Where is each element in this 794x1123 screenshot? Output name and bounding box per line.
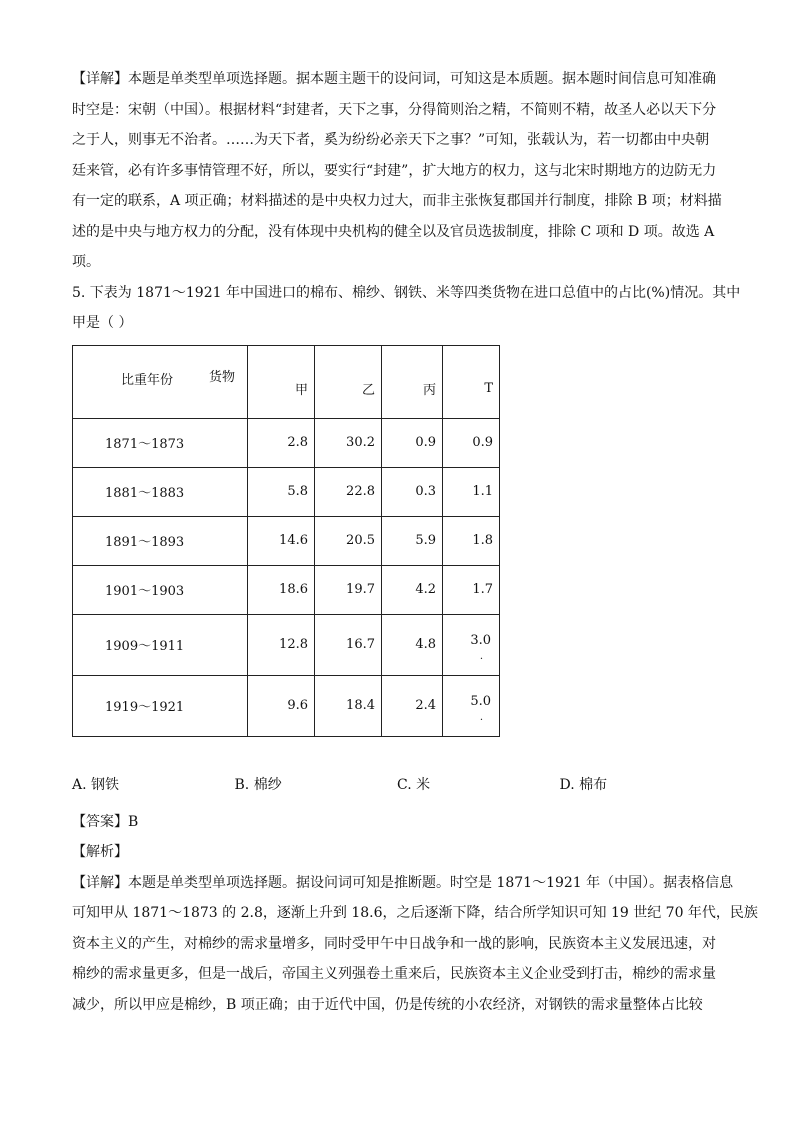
value-cell: 12.8 [248, 614, 315, 675]
value-text: 3.0 [470, 632, 491, 648]
previous-explanation [72, 64, 722, 278]
value-cell: 5.8 [248, 467, 315, 516]
value-cell: 2.8 [248, 418, 315, 467]
column-header: T [443, 345, 500, 418]
value-cell: 0.9 [382, 418, 443, 467]
text-line: 资本主义的产生，对棉纱的需求量增多，同时受甲午中日战争和一战的影响，民族资本主义发展迅速，对 [72, 935, 716, 952]
analysis-title: 【解析】 [72, 844, 128, 860]
column-header: 乙 [315, 345, 382, 418]
value-cell: 4.8 [382, 614, 443, 675]
value-dot: . [479, 711, 483, 723]
table-row [73, 418, 500, 467]
value-cell [443, 614, 500, 675]
column-header: 丙 [382, 345, 443, 418]
text-line: 之于人，则事无不治者。……为天下者，奚为纷纷必亲天下之事？”可知，张载认为，若一切都由中央朝 [72, 132, 710, 148]
value-dot: . [479, 650, 483, 662]
value-cell: 16.7 [315, 614, 382, 675]
value-cell: 5.9 [382, 516, 443, 565]
value-cell: 2.4 [382, 675, 443, 736]
answer-line: 【答案】B [72, 813, 139, 830]
table-row [73, 675, 500, 736]
answer-options [72, 775, 722, 795]
value-cell: 0.9 [443, 418, 500, 467]
question-stem [72, 278, 741, 339]
table-row [73, 614, 500, 675]
year-cell: 1919～1921 [73, 675, 248, 736]
option-text: 钢铁 [91, 776, 120, 793]
value-cell: 14.6 [248, 516, 315, 565]
table-header-row [73, 345, 500, 418]
option-label: C. [397, 776, 412, 793]
document-page [72, 64, 758, 1020]
year-cell: 1901～1903 [73, 565, 248, 614]
text-line: 时空是：宋朝（中国）。根据材料“封建者，天下之事，分得简则治之精，不简则不精，故圣人必以天下分 [72, 101, 717, 118]
text-line: 减少，所以甲应是棉纱，B 项正确；由于近代中国，仍是传统的小农经济，对钢铁的需求量整体占比较 [72, 996, 703, 1013]
option-text: 棉布 [579, 776, 608, 793]
text-line: 项。 [72, 254, 100, 270]
option-text: 米 [416, 776, 431, 793]
text-line: 【详解】本题是单类型单项选择题。据设问词可知是推断题。时空是 1871～1921 年（中国）。据表格信息 [72, 874, 734, 891]
value-cell: 4.2 [382, 565, 443, 614]
option-label: B. [234, 776, 250, 793]
table-row [73, 565, 500, 614]
value-cell: 0.3 [382, 467, 443, 516]
text-line: 甲是（ ） [72, 315, 133, 331]
year-cell: 1909～1911 [73, 614, 248, 675]
option-c[interactable] [397, 775, 560, 795]
value-cell [443, 675, 500, 736]
option-b[interactable] [235, 775, 398, 795]
option-text: 棉纱 [253, 776, 282, 793]
value-cell: 1.8 [443, 516, 500, 565]
text-line: 5. 下表为 1871～1921 年中国进口的棉布、棉纱、钢铁、米等四类货物在进口总值中的占比(%)情况。其中 [72, 284, 741, 301]
year-cell: 1881～1883 [73, 467, 248, 516]
value-cell: 18.4 [315, 675, 382, 736]
text-line: 述的是中央与地方权力的分配，没有体现中央机构的健全以及官员选拔制度，排除 C 项和 D 项。故选 A [72, 223, 715, 240]
table-row [73, 516, 500, 565]
option-label: A. [72, 776, 87, 793]
text-line: 可知甲从 1871～1873 的 2.8，逐渐上升到 18.6，之后逐渐下降，结合所学知识可知 19 世纪 70 年代，民族 [72, 905, 758, 921]
option-d[interactable] [560, 775, 723, 795]
import-share-table [72, 345, 500, 737]
header-corner-cell [73, 345, 248, 418]
text-line: 棉纱的需求量更多，但是一战后，帝国主义列强卷土重来后，民族资本主义企业受到打击，棉纱的需求量 [72, 966, 716, 982]
option-label: D. [559, 776, 575, 793]
header-right-label: 货物 [209, 369, 236, 385]
year-cell: 1871～1873 [73, 418, 248, 467]
column-header: 甲 [248, 345, 315, 418]
answer-section [72, 807, 758, 1021]
text-line: 【详解】本题是单类型单项选择题。据本题主题干的设问词，可知这是本质题。据本题时间信息可知准确 [72, 71, 716, 87]
text-line: 廷来管，必有许多事情管理不好，所以，要实行“封建”，扩大地方的权力，这与北宋时期地方的边防无力 [72, 162, 717, 179]
option-a[interactable] [72, 775, 235, 795]
value-cell: 9.6 [248, 675, 315, 736]
value-cell: 30.2 [315, 418, 382, 467]
value-cell: 19.7 [315, 565, 382, 614]
value-cell: 22.8 [315, 467, 382, 516]
year-cell: 1891～1893 [73, 516, 248, 565]
text-line: 有一定的联系，A 项正确；材料描述的是中央权力过大，而非主张恢复郡国并行制度，排除 B 项；材料描 [72, 193, 722, 209]
value-cell: 1.7 [443, 565, 500, 614]
value-cell: 1.1 [443, 467, 500, 516]
header-left-label: 比重年份 [121, 372, 174, 388]
table-row [73, 467, 500, 516]
value-cell: 18.6 [248, 565, 315, 614]
value-cell: 20.5 [315, 516, 382, 565]
value-text: 5.0 [470, 693, 491, 709]
